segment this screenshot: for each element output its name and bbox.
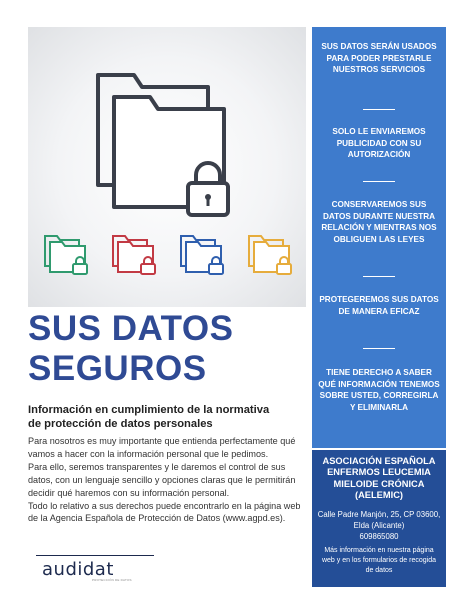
body-paragraph-1: Para nosotros es muy importante que entienda perfectamente qué vamos a hacer con la información personal que le pedimos. bbox=[28, 436, 296, 459]
title-line-2: SEGUROS bbox=[28, 349, 207, 388]
logo-tagline: PROTECCIÓN DE DATOS bbox=[92, 578, 132, 582]
subtitle-line-1: Información en cumplimiento de la normativa bbox=[28, 404, 270, 416]
divider bbox=[363, 276, 395, 277]
commitment-2: SOLO LE ENVIAREMOS PUBLICIDAD CON SU AUTORIZACIÓN bbox=[332, 127, 426, 160]
commitment-3: CONSERVAREMOS SUS DATOS DURANTE NUESTRA RELACIÓN Y MIENTRAS NOS OBLIGUEN LAS LEYES bbox=[321, 200, 437, 244]
divider bbox=[363, 181, 395, 182]
more-info-note: Más información en nuestra página web y en los formularios de recogida de datos bbox=[321, 547, 436, 574]
page-title bbox=[28, 309, 308, 389]
commitment-4: PROTEGEREMOS SUS DATOS DE MANERA EFICAZ bbox=[319, 295, 439, 316]
association-phone: 609865080 bbox=[359, 532, 399, 542]
folder-lock-icon bbox=[247, 232, 295, 276]
folder-lock-icon bbox=[90, 67, 240, 217]
audidat-logo bbox=[36, 555, 156, 583]
association-contact bbox=[316, 509, 442, 543]
body-paragraph-2: Para ello, seremos transparentes y le daremos el control de sus datos, con un lenguaje sencillo y opciones claras que le permitirán decidir qué haremos con su información personal. bbox=[28, 461, 296, 498]
body-text bbox=[28, 435, 310, 525]
subtitle bbox=[28, 403, 310, 431]
sidebar-commitments bbox=[312, 27, 446, 448]
title-line-1: SUS DATOS bbox=[28, 309, 234, 348]
logo-wordmark: audidat bbox=[42, 559, 114, 580]
body-paragraph-3: Todo lo relativo a sus derechos puede encontrarlo en la página web de la Agencia Española de Protección de Datos (www.agpd.es). bbox=[28, 500, 301, 524]
commitment-5: TIENE DERECHO A SABER QUÉ INFORMACIÓN TENEMOS SOBRE USTED, CORREGIRLA Y ELIMINARLA bbox=[318, 368, 440, 412]
subtitle-line-2: de protección de datos personales bbox=[28, 418, 213, 430]
logo-rule bbox=[36, 555, 154, 556]
association-address: Calle Padre Manjón, 25, CP 03600, Elda (Alicante) bbox=[317, 510, 441, 531]
folder-lock-icon bbox=[43, 232, 91, 276]
folder-lock-icon bbox=[111, 232, 159, 276]
hero-illustration bbox=[28, 27, 306, 307]
association-name: ASOCIACIÓN ESPAÑOLA ENFERMOS LEUCEMIA MIELOIDE CRÓNICA (AELEMIC) bbox=[322, 456, 436, 501]
folder-lock-icon bbox=[179, 232, 227, 276]
divider bbox=[363, 109, 395, 110]
commitment-1: SUS DATOS SERÁN USADOS PARA PODER PRESTARLE NUESTROS SERVICIOS bbox=[321, 42, 437, 75]
divider bbox=[363, 348, 395, 349]
association-box bbox=[312, 450, 446, 587]
